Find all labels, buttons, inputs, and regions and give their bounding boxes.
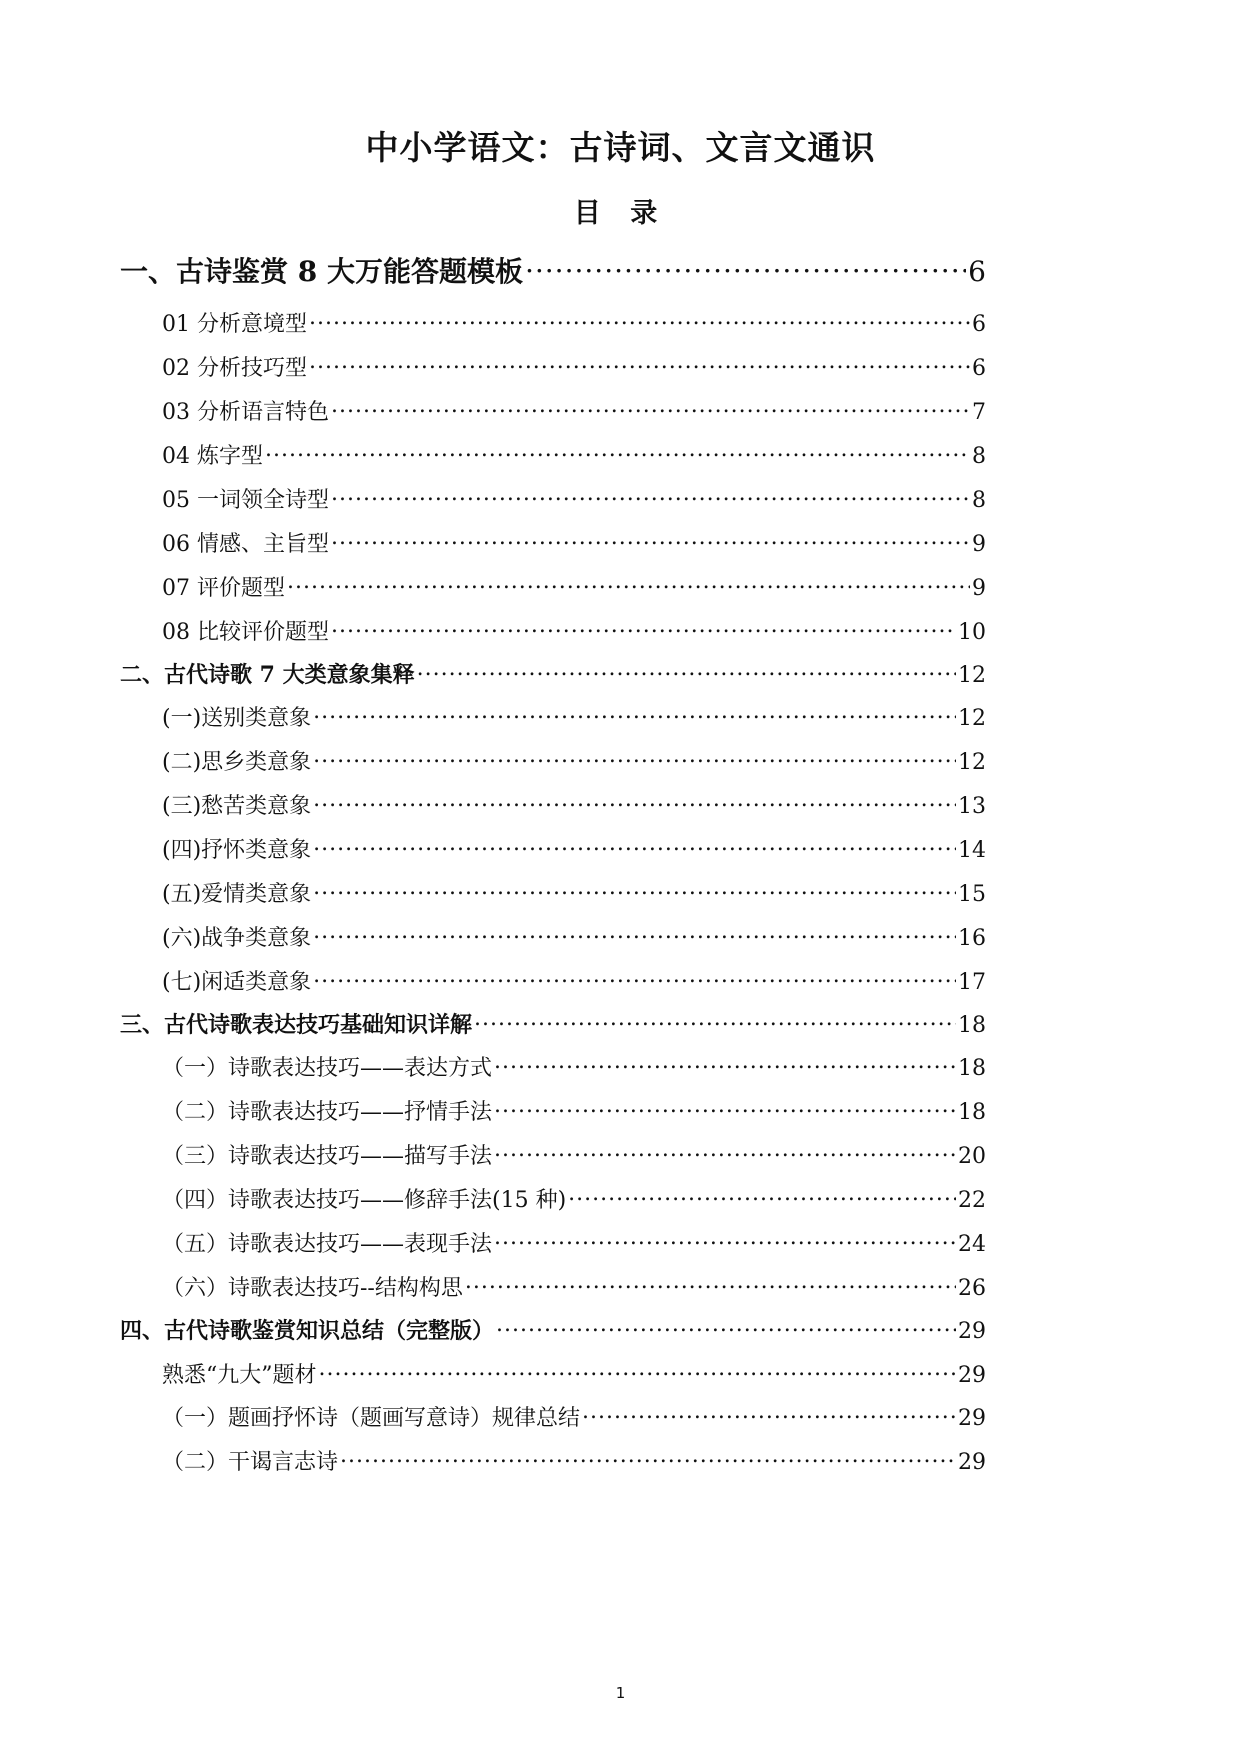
toc-entry-page: 8	[972, 488, 986, 514]
toc-entry-label: (七)闲适类意象	[162, 970, 312, 996]
toc-entry-page: 22	[958, 1188, 986, 1214]
toc-entry-page: 9	[972, 576, 986, 602]
toc-subsection-entry[interactable]	[162, 1227, 986, 1257]
toc-subsection-entry[interactable]	[162, 833, 986, 863]
toc-subsection-entry[interactable]	[162, 527, 986, 557]
toc-entry-page: 17	[958, 970, 986, 996]
toc-dot-leader	[474, 1008, 956, 1032]
toc-subsection-entry[interactable]	[162, 483, 986, 513]
toc-subsection-entry[interactable]	[162, 877, 986, 907]
toc-entry-label: （四）诗歌表达技巧——修辞手法(15 种)	[162, 1188, 567, 1214]
toc-dot-leader	[568, 1183, 956, 1207]
toc-dot-leader	[331, 395, 970, 419]
toc-entry-label: 01 分析意境型	[162, 312, 307, 338]
toc-entry-page: 26	[958, 1276, 986, 1302]
toc-entry-label: 08 比较评价题型	[162, 620, 329, 646]
toc-entry-page: 7	[972, 400, 986, 426]
toc-dot-leader	[313, 701, 956, 725]
toc-section-entry[interactable]	[120, 1008, 986, 1038]
toc-entry-label: （三）诗歌表达技巧——描写手法	[162, 1144, 493, 1170]
toc-entry-page: 29	[958, 1450, 986, 1476]
toc-entry-label: (六)战争类意象	[162, 926, 312, 952]
toc-entry-label: 03 分析语言特色	[162, 400, 329, 426]
toc-dot-leader	[313, 745, 956, 769]
toc-dot-leader	[496, 1314, 956, 1338]
toc-entry-page: 14	[958, 838, 986, 864]
toc-dot-leader	[331, 615, 956, 639]
toc-subsection-entry[interactable]	[162, 439, 986, 469]
document-title: 中小学语文：古诗词、文言文通识	[365, 128, 876, 167]
toc-entry-label: (四)抒怀类意象	[162, 838, 312, 864]
toc-entry-label: 05 一词领全诗型	[162, 488, 329, 514]
toc-dot-leader	[313, 921, 956, 945]
toc-dot-leader	[313, 965, 956, 989]
toc-entry-label: 04 炼字型	[162, 444, 263, 470]
toc-entry-label: （五）诗歌表达技巧——表现手法	[162, 1232, 493, 1258]
toc-subsection-entry[interactable]	[162, 921, 986, 951]
toc-dot-leader	[313, 789, 956, 813]
toc-subsection-entry[interactable]	[162, 1051, 986, 1081]
toc-entry-label: 02 分析技巧型	[162, 356, 307, 382]
toc-subsection-entry[interactable]	[162, 351, 986, 381]
toc-subsection-entry[interactable]	[162, 307, 986, 337]
toc-entry-page: 20	[958, 1144, 986, 1170]
toc-dot-leader	[313, 833, 956, 857]
toc-subsection-entry[interactable]	[162, 615, 986, 645]
toc-entry-label: (一)送别类意象	[162, 706, 312, 732]
toc-heading: 目 录	[573, 198, 668, 229]
toc-entry-page: 12	[958, 663, 986, 689]
toc-dot-leader	[265, 439, 970, 463]
toc-entry-label: 三、古代诗歌表达技巧基础知识详解	[120, 1012, 473, 1039]
toc-subsection-entry[interactable]	[162, 1401, 986, 1431]
toc-entry-label: （六）诗歌表达技巧--结构构思	[162, 1276, 463, 1302]
toc-subsection-entry[interactable]	[162, 395, 986, 425]
toc-dot-leader	[465, 1271, 956, 1295]
toc-entry-page: 29	[958, 1319, 986, 1345]
toc-dot-leader	[331, 527, 970, 551]
toc-entry-label: （一）诗歌表达技巧——表达方式	[162, 1056, 493, 1082]
toc-entry-label: 07 评价题型	[162, 576, 285, 602]
toc-entry-page: 18	[958, 1100, 986, 1126]
toc-section-entry[interactable]	[120, 658, 986, 688]
toc-entry-page: 13	[958, 794, 986, 820]
toc-entry-page: 9	[972, 532, 986, 558]
page-number: 1	[615, 1684, 626, 1702]
toc-entry-page: 18	[958, 1013, 986, 1039]
toc-entry-label: 一、古诗鉴赏 8 大万能答题模板	[120, 254, 523, 288]
toc-entry-label: (三)愁苦类意象	[162, 794, 312, 820]
toc-section-entry[interactable]	[120, 250, 986, 290]
toc-subsection-entry[interactable]	[162, 571, 986, 601]
toc-dot-leader	[313, 877, 956, 901]
toc-dot-leader	[309, 351, 970, 375]
toc-entry-label: （一）题画抒怀诗（题画写意诗）规律总结	[162, 1406, 581, 1432]
toc-entry-page: 15	[958, 882, 986, 908]
toc-entry-page: 24	[958, 1232, 986, 1258]
toc-subsection-entry[interactable]	[162, 965, 986, 995]
toc-dot-leader	[340, 1445, 956, 1469]
toc-entry-page: 29	[958, 1363, 986, 1389]
toc-entry-label: (二)思乡类意象	[162, 750, 312, 776]
toc-dot-leader	[417, 658, 956, 682]
toc-entry-page: 29	[958, 1406, 986, 1432]
toc-entry-page: 16	[958, 926, 986, 952]
toc-dot-leader	[319, 1358, 957, 1382]
toc-subsection-entry[interactable]	[162, 1271, 986, 1301]
toc-entry-page: 6	[968, 254, 986, 288]
toc-subsection-entry[interactable]	[162, 1358, 986, 1388]
toc-entry-page: 6	[972, 312, 986, 338]
toc-entry-page: 8	[972, 444, 986, 470]
toc-subsection-entry[interactable]	[162, 701, 986, 731]
toc-dot-leader	[494, 1051, 956, 1075]
toc-dot-leader	[309, 307, 970, 331]
toc-dot-leader	[494, 1227, 956, 1251]
toc-subsection-entry[interactable]	[162, 789, 986, 819]
toc-subsection-entry[interactable]	[162, 745, 986, 775]
toc-entry-label: 二、古代诗歌 7 大类意象集释	[120, 662, 415, 689]
toc-dot-leader	[494, 1095, 956, 1119]
toc-entry-page: 6	[972, 356, 986, 382]
toc-entry-label: 熟悉“九大”题材	[162, 1363, 317, 1389]
toc-dot-leader	[582, 1401, 956, 1425]
toc-entry-label: (五)爱情类意象	[162, 882, 312, 908]
toc-entry-label: （二）干谒言志诗	[162, 1450, 339, 1476]
toc-entry-page: 12	[958, 706, 986, 732]
toc-dot-leader	[331, 483, 970, 507]
toc-entry-label: 四、古代诗歌鉴赏知识总结（完整版）	[120, 1318, 495, 1345]
toc-entry-label: （二）诗歌表达技巧——抒情手法	[162, 1100, 493, 1126]
toc-subsection-entry[interactable]	[162, 1445, 986, 1475]
toc-entry-page: 18	[958, 1056, 986, 1082]
toc-entry-page: 10	[958, 620, 986, 646]
toc-entry-label: 06 情感、主旨型	[162, 532, 329, 558]
toc-subsection-entry[interactable]	[162, 1183, 986, 1213]
toc-subsection-entry[interactable]	[162, 1139, 986, 1169]
toc-dot-leader	[525, 250, 966, 281]
toc-entry-page: 12	[958, 750, 986, 776]
toc-section-entry[interactable]	[120, 1314, 986, 1344]
toc-dot-leader	[287, 571, 970, 595]
toc-dot-leader	[494, 1139, 956, 1163]
toc-subsection-entry[interactable]	[162, 1095, 986, 1125]
